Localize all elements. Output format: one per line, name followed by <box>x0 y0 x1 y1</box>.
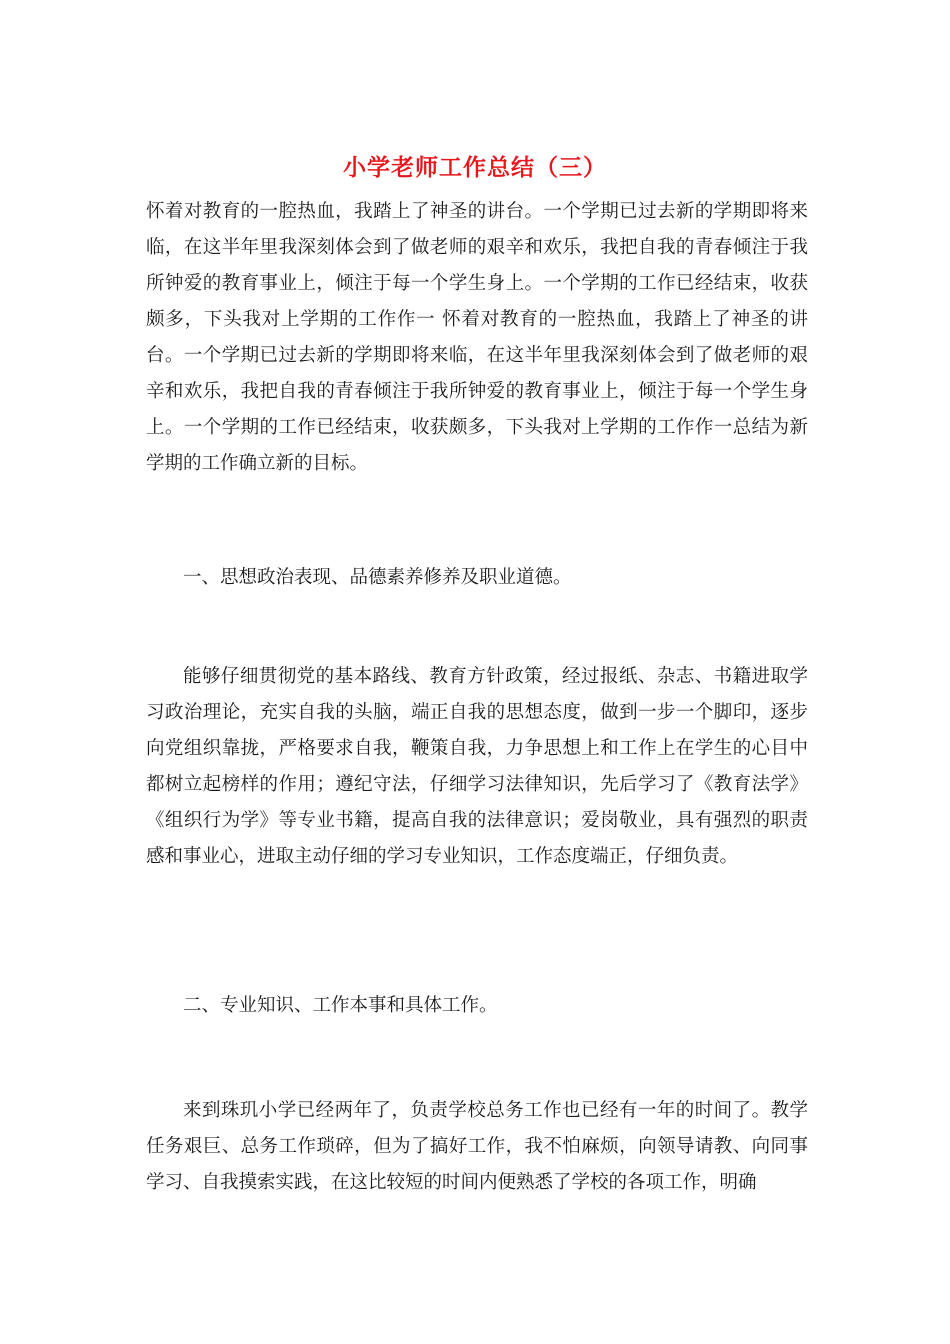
section-1-paragraph: 能够仔细贯彻党的基本路线、教育方针政策，经过报纸、杂志、书籍进取学习政治理论，充实自我的头脑，端正自我的思想态度，做到一步一个脚印，逐步向党组织靠拢，严格要求自我，鞭策自我，力争思想上和工作上在学生的心目中都树立起榜样的作用；遵纪守法，仔细学习法律知识，先后学习了《教育法学》《组织行为学》等专业书籍，提高自我的法律意识；爱岗敬业，具有强烈的职责感和事业心，进取主动仔细的学习专业知识，工作态度端正，仔细负责。 <box>146 666 808 867</box>
section-2-heading: 二、专业知识、工作本事和具体工作。 <box>183 995 498 1016</box>
intro-paragraph: 怀着对教育的一腔热血，我踏上了神圣的讲台。一个学期已过去新的学期即将来临，在这半年里我深刻体会到了做老师的艰辛和欢乐，我把自我的青春倾注于我所钟爱的教育事业上，倾注于每一个学生身上。一个学期的工作已经结束，收获颇多，下头我对上学期的工作作一 怀着对教育的一腔热血，我踏上了神圣的讲台。一个学期已过去新的学期即将来临，在这半年里我深刻体会到了做老师的艰辛和欢乐，我把自我的青春倾注于我所钟爱的教育事业上，倾注于每一个学生身上。一个学期的工作已经结束，收获颇多，下头我对上学期的工作作一总结为新学期的工作确立新的目标。 <box>146 201 808 474</box>
section-2-paragraph: 来到珠玑小学已经两年了，负责学校总务工作也已经有一年的时间了。教学任务艰巨、总务工作琐碎，但为了搞好工作，我不怕麻烦，向领导请教、向同事学习、自我摸索实践，在这比较短的时间内便熟悉了学校的各项工作，明确 <box>146 1100 808 1193</box>
section-1-heading: 一、思想政治表现、品德素养修养及职业道德。 <box>183 567 572 588</box>
document-title: 小学老师工作总结（三） <box>343 154 607 181</box>
